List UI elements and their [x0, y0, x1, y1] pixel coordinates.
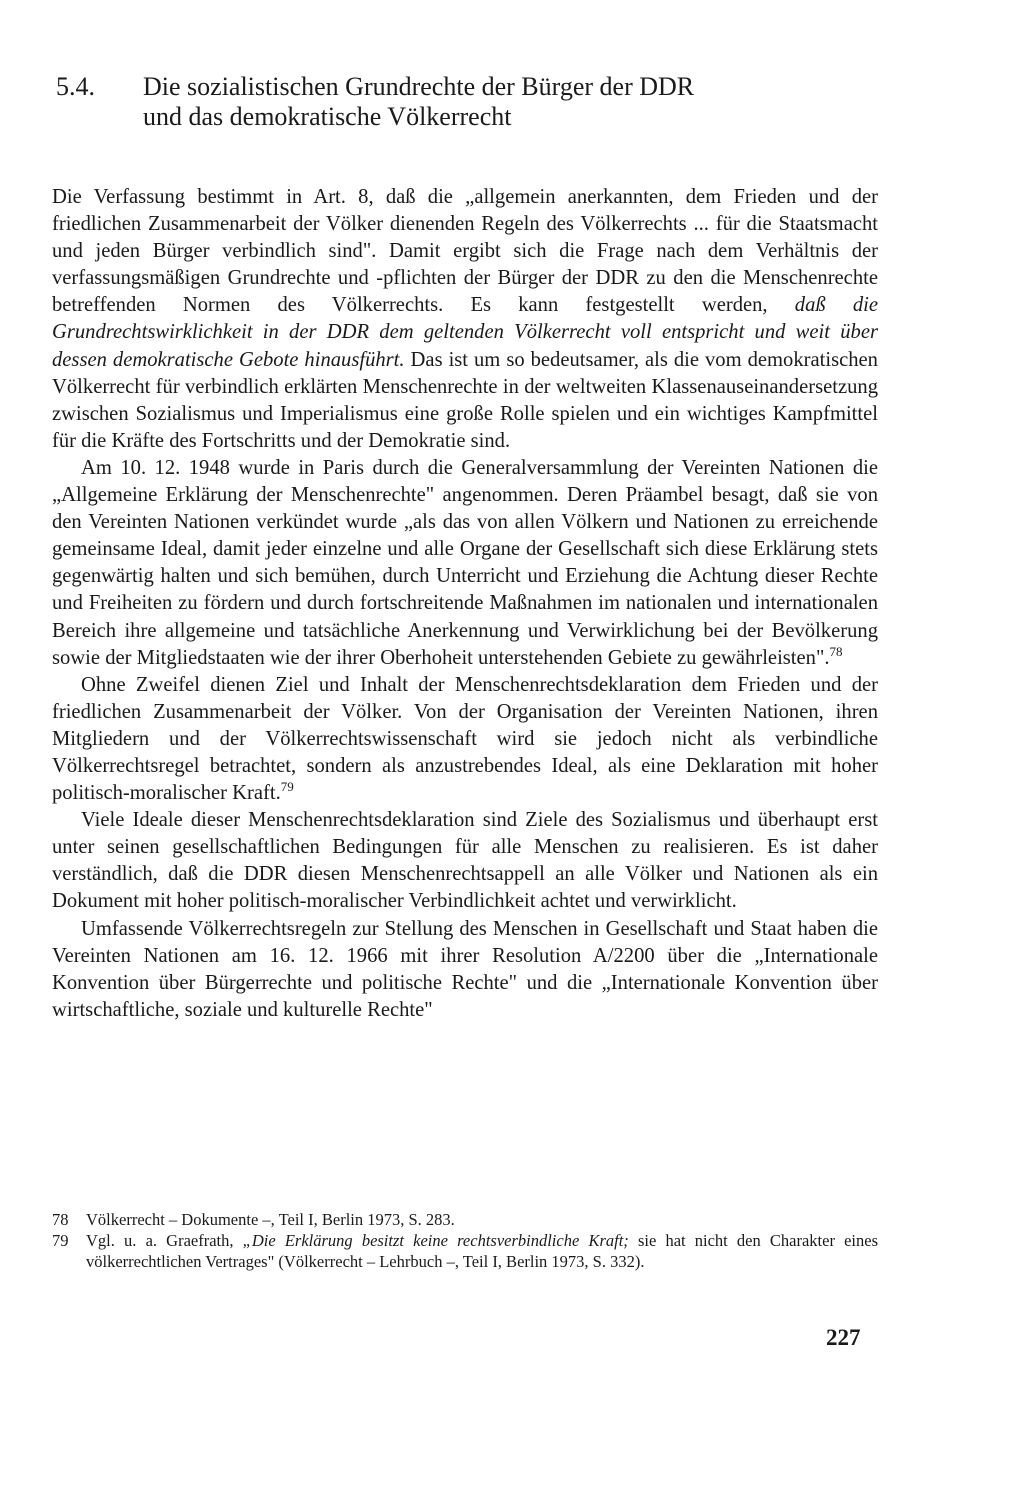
paragraph-2	[52, 455, 878, 672]
footnote-79	[52, 1230, 878, 1272]
body-text	[52, 184, 878, 1024]
footnote-79-emphasis: „Die Erklärung besitzt keine rechtsverbindliche Kraft;	[242, 1231, 629, 1250]
paragraph-1-emphasis: daß die Grundrechtswirklichkeit in der DDR dem geltenden Völkerrecht voll entspricht und weit über dessen demokratische Gebote hinausführt.	[52, 294, 878, 371]
footnote-79-text-a: Vgl. u. a. Graefrath,	[86, 1231, 243, 1250]
footnote-78-number: 78	[52, 1210, 69, 1229]
footnote-ref-79: 79	[280, 779, 294, 795]
paragraph-3	[52, 672, 878, 807]
section-title-line-2: und das demokratische Völkerrecht	[143, 102, 512, 131]
footnote-79-number: 79	[52, 1231, 69, 1250]
paragraph-1	[52, 184, 878, 455]
paragraph-1-text-a: Die Verfassung bestimmt in Art. 8, daß die „allgemein anerkannten, dem Frieden und der friedlichen Zusammenarbeit der Völker dienenden Regeln des Völkerrechts ... für die Staatsmacht und jeden Bürger verbindlich sind". Damit ergibt sich die Frage nach dem Verhältnis der verfassungsmäßigen Grundrechte und -pflichten der Bürger der DDR zu den die Menschenrechte betreffenden Normen des Völkerrechts. Es kann festgestellt werden,	[52, 186, 878, 317]
paragraph-1-text-b: Das ist um so bedeutsamer, als die vom demokratischen Völkerrecht für verbindlich erklärten Menschenrechte in der weltweiten Klassenauseinandersetzung zwischen Sozialismus und Imperialismus eine große Rolle spielen und ein wichtiges Kampfmittel für die Kräfte des Fortschritts und der Demokratie sind.	[52, 348, 878, 452]
footnote-ref-78: 78	[829, 643, 843, 659]
paragraph-5: Umfassende Völkerrechtsregeln zur Stellung des Menschen in Gesellschaft und Staat haben die Vereinten Nationen am 16. 12. 1966 mit ihrer Resolution A/2200 über die „Internationale Konvention über Bürgerrechte und politische Rechte" und die „Internationale Konvention über wirtschaftliche, soziale und kulturelle Rechte"	[52, 917, 878, 1021]
section-title	[143, 72, 903, 132]
paragraph-3-text: Ohne Zweifel dienen Ziel und Inhalt der Menschenrechtsdeklaration dem Frieden und der friedlichen Zusammenarbeit der Völker. Von der Organisation der Vereinten Nationen, ihren Mitgliedern und der Völkerrechtswissenschaft wird sie jedoch nicht als verbindliche Völkerrechtsregel betrachtet, sondern als anzustrebendes Ideal, als eine Deklaration mit hoher politisch-moralischer Kraft.	[52, 673, 878, 805]
footnotes	[52, 1209, 878, 1272]
section-number: 5.4.	[56, 72, 95, 101]
paragraph-4: Viele Ideale dieser Menschenrechtsdeklaration sind Ziele des Sozialismus und überhaupt erst unter seinen gesellschaftlichen Bedingungen für alle Menschen zu realisieren. Es ist daher verständlich, daß die DDR diesen Menschenrechtsappell an alle Völker und Nationen als ein Dokument mit hoher politisch-moralischer Verbindlichkeit achtet und verwirklicht.	[52, 809, 878, 913]
footnote-79-text-b: sie hat nicht den Charakter eines völkerrechtlichen Vertrages" (Völkerrecht – Lehrbuch –, Teil I, Berlin 1973, S. 332).	[86, 1231, 879, 1271]
section-title-line-1: Die sozialistischen Grundrechte der Bürger der DDR	[143, 72, 695, 101]
page-number: 227	[826, 1325, 861, 1350]
paragraph-2-text: Am 10. 12. 1948 wurde in Paris durch die Generalversammlung der Vereinten Nationen die „Allgemeine Erklärung der Menschenrechte" angenommen. Deren Präambel besagt, daß sie von den Vereinten Nationen verkündet wurde „als das von allen Völkern und Nationen zu erreichende gemeinsame Ideal, damit jeder einzelne und alle Organe der Gesellschaft sich diese Erklärung stets gegenwärtig halten und sich bemühen, durch Unterricht und Erziehung die Achtung dieser Rechte und Freiheiten zu fördern und durch fortschreitende Maßnahmen im nationalen und internationalen Bereich ihre allgemeine und tatsächliche Anerkennung und Verwirklichung bei der Bevölkerung sowie der Mitgliedstaaten wie der ihrer Oberhoheit unterstehenden Gebiete zu gewährleisten".	[52, 456, 878, 669]
footnote-78-text: Völkerrecht – Dokumente –, Teil I, Berlin 1973, S. 283.	[86, 1210, 455, 1229]
footnote-78	[52, 1209, 878, 1230]
